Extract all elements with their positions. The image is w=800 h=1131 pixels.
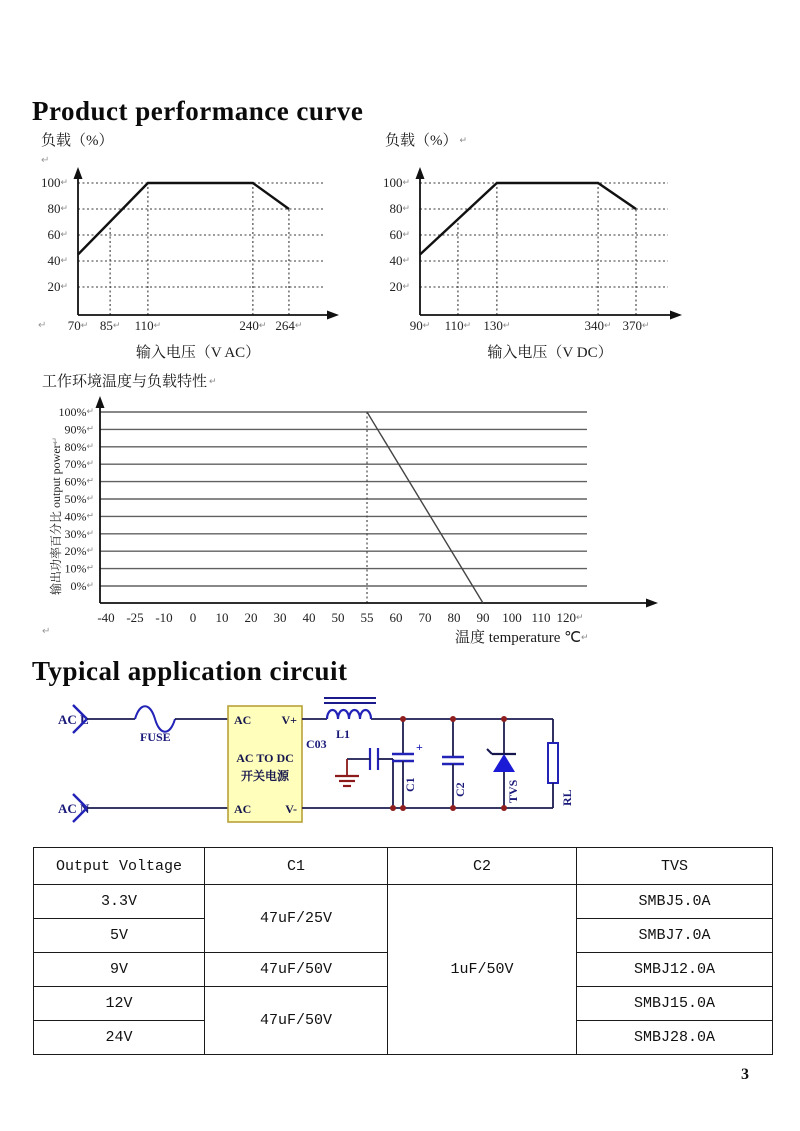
x-tick-label: 70 bbox=[418, 610, 432, 625]
ac-line-label: AC L bbox=[58, 712, 89, 727]
component-selection-table bbox=[33, 847, 773, 1055]
tvs-diode-icon bbox=[493, 754, 515, 772]
x-tick-label: 80 bbox=[447, 610, 461, 625]
table-header-row bbox=[34, 848, 773, 885]
fuse-label: FUSE bbox=[140, 730, 171, 744]
series-line-load bbox=[78, 183, 289, 255]
c1-cell: 47uF/50V bbox=[205, 953, 388, 987]
rl-label: RL bbox=[560, 789, 574, 806]
series-line-load bbox=[420, 183, 636, 255]
y-tick-label: 80%↵ bbox=[64, 439, 94, 454]
x-tick-label: -40 bbox=[97, 610, 115, 625]
tvs-cell: SMBJ12.0A bbox=[577, 953, 773, 987]
x-tick-label: 340↵ bbox=[584, 318, 612, 333]
y-tick-label: 50%↵ bbox=[64, 492, 94, 506]
tvs-cell: SMBJ7.0A bbox=[577, 919, 773, 953]
y-tick-label: 100%↵ bbox=[58, 405, 94, 419]
c03-label: C03 bbox=[306, 737, 327, 751]
x-axis-arrow-icon bbox=[646, 599, 658, 608]
page-number: 3 bbox=[741, 1066, 749, 1083]
table-row bbox=[34, 885, 773, 919]
chart-vdc-ylabel-title bbox=[385, 129, 467, 150]
x-tick-label: 60 bbox=[389, 610, 403, 625]
col-header-c1: C1 bbox=[205, 848, 388, 885]
y-tick-label: 60↵ bbox=[47, 227, 68, 242]
junction-dot bbox=[400, 805, 406, 811]
crlf-mark: ↵ bbox=[41, 155, 50, 166]
c1-label: C1 bbox=[403, 777, 417, 792]
inductor-label: L1 bbox=[336, 727, 351, 741]
x-tick-label: 130↵ bbox=[483, 318, 511, 333]
crlf-mark: ↵ bbox=[459, 135, 468, 145]
x-tick-label: 264↵ bbox=[275, 318, 303, 333]
module-pin-vplus: V+ bbox=[281, 713, 297, 727]
y-tick-label: 80↵ bbox=[47, 201, 68, 216]
y-tick-label: 20↵ bbox=[47, 279, 68, 294]
x-tick-label: 55 bbox=[360, 610, 374, 625]
vac-load-chart bbox=[36, 158, 348, 370]
crlf-mark: ↵ bbox=[209, 376, 217, 386]
x-tick-label: 10 bbox=[215, 610, 229, 625]
inductor-coil-icon bbox=[327, 710, 371, 719]
c2-cell: 1uF/50V bbox=[388, 885, 577, 1055]
col-header-tvs: TVS bbox=[577, 848, 773, 885]
crlf-mark: ↵ bbox=[38, 320, 47, 331]
junction-dot bbox=[450, 716, 456, 722]
module-pin-vminus: V- bbox=[285, 802, 297, 816]
x-tick-label: 90↵ bbox=[409, 318, 431, 333]
y-tick-label: 30%↵ bbox=[64, 526, 94, 541]
voltage-cell: 24V bbox=[34, 1021, 205, 1055]
x-tick-label: 50 bbox=[331, 610, 345, 625]
crlf-mark: ↵ bbox=[42, 626, 51, 637]
y-tick-label: 60%↵ bbox=[64, 474, 94, 489]
chart-vac-ylabel-title bbox=[41, 129, 114, 150]
y-tick-label: 60↵ bbox=[389, 227, 410, 242]
tvs-label: TVS bbox=[506, 779, 520, 803]
module-title-line1: AC TO DC bbox=[236, 751, 294, 765]
x-tick-label: 85↵ bbox=[99, 318, 121, 333]
y-axis-arrow-icon bbox=[96, 396, 105, 408]
x-tick-label: 110 bbox=[531, 610, 551, 625]
x-axis-title: 温度 temperature ℃↵ bbox=[455, 630, 589, 646]
voltage-cell: 5V bbox=[34, 919, 205, 953]
x-tick-label: 90 bbox=[476, 610, 490, 625]
y-tick-label: 100↵ bbox=[382, 175, 410, 190]
y-axis-arrow-icon bbox=[74, 167, 83, 179]
junction-dot bbox=[501, 716, 507, 722]
y-tick-label: 0%↵ bbox=[70, 579, 94, 593]
x-tick-label: 70↵ bbox=[67, 318, 89, 333]
derating-chart-title bbox=[42, 370, 217, 391]
y-tick-label: 90%↵ bbox=[64, 422, 94, 437]
x-tick-label: 20 bbox=[244, 610, 258, 625]
module-title-line2: 开关电源 bbox=[240, 769, 290, 783]
col-header-output-voltage: Output Voltage bbox=[34, 848, 205, 885]
c2-label: C2 bbox=[453, 782, 467, 797]
x-tick-label: 40 bbox=[302, 610, 316, 625]
y-axis-arrow-icon bbox=[416, 167, 425, 179]
x-tick-label: 370↵ bbox=[622, 318, 650, 333]
y-tick-label: 20↵ bbox=[389, 279, 410, 294]
x-tick-label: 120↵ bbox=[556, 610, 584, 625]
y-tick-label: 40↵ bbox=[47, 253, 68, 268]
y-tick-label: 80↵ bbox=[389, 201, 410, 216]
tvs-cell: SMBJ28.0A bbox=[577, 1021, 773, 1055]
x-tick-label: 30 bbox=[273, 610, 287, 625]
y-tick-label: 40↵ bbox=[389, 253, 410, 268]
x-axis-arrow-icon bbox=[327, 311, 339, 320]
col-header-c2: C2 bbox=[388, 848, 577, 885]
junction-dot bbox=[390, 805, 396, 811]
x-tick-label: 110↵ bbox=[444, 318, 472, 333]
voltage-cell: 9V bbox=[34, 953, 205, 987]
x-axis-title: 输入电压（V AC） bbox=[135, 345, 261, 361]
fuse-icon bbox=[135, 706, 175, 732]
voltage-cell: 12V bbox=[34, 987, 205, 1021]
application-circuit-diagram bbox=[30, 690, 630, 840]
x-tick-label: -25 bbox=[126, 610, 144, 625]
tvs-cathode-bend bbox=[487, 749, 492, 754]
c1-cell: 47uF/50V bbox=[205, 987, 388, 1055]
section-title-circuit: Typical application circuit bbox=[32, 656, 348, 686]
junction-dot bbox=[501, 805, 507, 811]
load-resistor-icon bbox=[548, 743, 558, 783]
y-tick-label: 20%↵ bbox=[64, 544, 94, 559]
chart-vac-ylabel-text: 负载（%） bbox=[41, 133, 114, 149]
x-tick-label: 240↵ bbox=[239, 318, 267, 333]
temperature-derating-chart bbox=[30, 393, 675, 659]
c1-cell: 47uF/25V bbox=[205, 885, 388, 953]
x-tick-label: 100 bbox=[502, 610, 522, 625]
module-pin-ac-bottom: AC bbox=[234, 802, 252, 816]
y-axis-title: 输出功率百分比 output power↵ bbox=[49, 436, 63, 595]
x-tick-label: 110↵ bbox=[134, 318, 162, 333]
c1-polarity-plus: + bbox=[416, 740, 423, 754]
derating-title-text: 工作环境温度与负载特性 bbox=[42, 374, 208, 390]
series-line-derate bbox=[367, 412, 483, 603]
junction-dot bbox=[450, 805, 456, 811]
ac-neutral-label: AC N bbox=[58, 801, 90, 816]
junction-dot bbox=[400, 716, 406, 722]
module-pin-ac-top: AC bbox=[234, 713, 252, 727]
y-tick-label: 100↵ bbox=[40, 175, 68, 190]
x-axis-arrow-icon bbox=[670, 311, 682, 320]
y-tick-label: 10%↵ bbox=[64, 561, 94, 576]
vdc-load-chart bbox=[378, 158, 692, 370]
tvs-cell: SMBJ15.0A bbox=[577, 987, 773, 1021]
chart-vdc-ylabel-text: 负载（%） bbox=[385, 133, 458, 149]
section-title-performance: Product performance curve bbox=[32, 96, 364, 126]
x-tick-label: -10 bbox=[155, 610, 173, 625]
x-axis-title: 输入电压（V DC） bbox=[487, 345, 613, 361]
y-tick-label: 70%↵ bbox=[64, 457, 94, 472]
x-tick-label: 0 bbox=[189, 610, 197, 625]
tvs-cell: SMBJ5.0A bbox=[577, 885, 773, 919]
y-tick-label: 40%↵ bbox=[64, 509, 94, 524]
voltage-cell: 3.3V bbox=[34, 885, 205, 919]
